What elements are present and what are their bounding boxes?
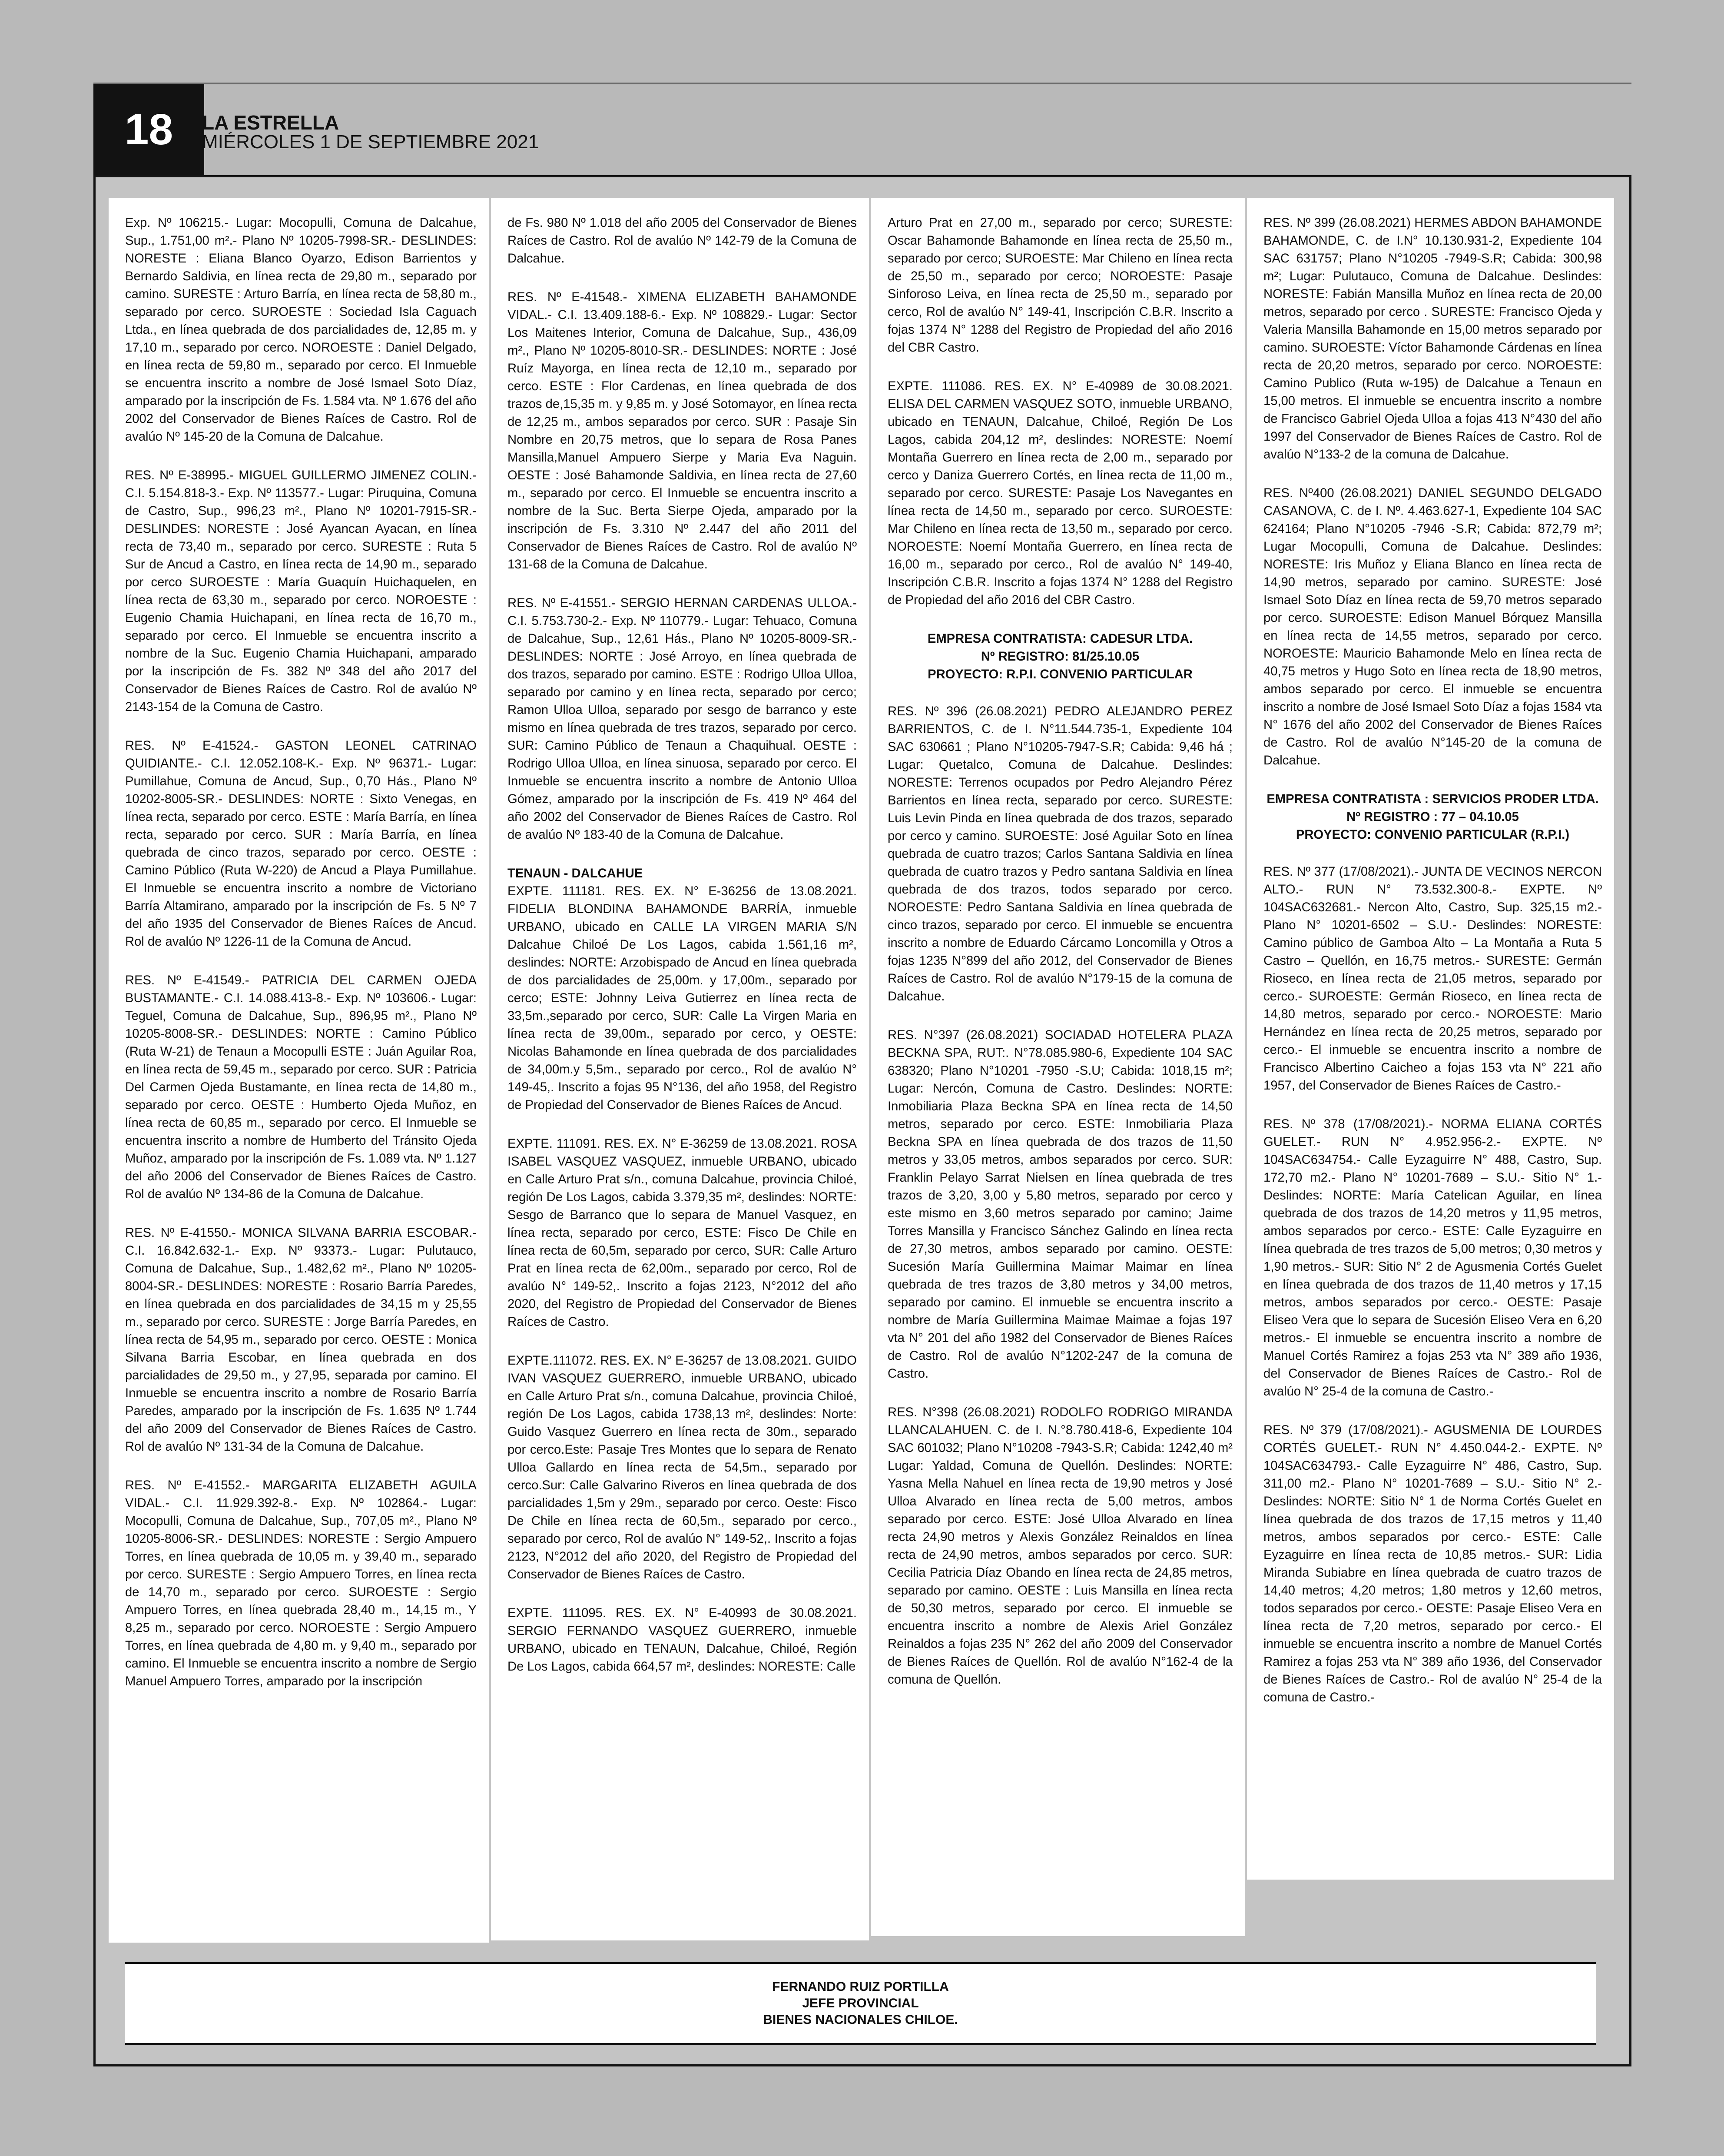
notice-paragraph: RES. Nº E-41550.- MONICA SILVANA BARRIA ESCOBAR.- C.I. 16.842.632-1.- Exp. Nº 93373.- Lugar: Pulutauco, Comuna de Dalcahue, Sup., 1.482,62 m²., Plano Nº 10205-8004-SR.- DESLINDES: NORESTE : Rosario Barría Paredes, en línea quebrada en dos parcialidades de 34,15 m y 25,55 m., separado por cerco. SURESTE : Jorge Barría Paredes, en línea recta de 54,95 m., separado por cerco. OESTE : Monica Silvana Barria Escobar, en línea quebrada en dos parcialidades de 29,50 m., y 27,95, separada por camino. El Inmueble se encuentra inscrito a nombre de Rosario Barría Paredes, amparado por la inscripción de Fs. 1.635 Nº 1.744 del año 2009 del Conservador de Bienes Raíces de Castro. Rol de avalúo Nº 131-34 de la Comuna de Dalcahue. (125, 1226, 477, 1454)
notice-paragraph: RES. Nº E-38995.- MIGUEL GUILLERMO JIMENEZ COLIN.- C.I. 5.154.818-3.- Exp. Nº 113577.- Lugar: Piruquina, Comuna de Castro, Sup., 996,23 m²., Plano Nº 10201-7915-SR.- DESLINDES: NORESTE : José Ayancan Ayacan, en línea recta de 73,40 m., separado por cerco. SURESTE : Ruta 5 Sur de Ancud a Castro, en línea recta de 14,90 m., separado por cerco SUROESTE : María Guaquín Huichaquelen, en línea recta de 63,30 m., separado por cerco. NOROESTE : Eugenio Chamia Huichapani, en línea recta de 16,70 m., separado por cerco. El Inmueble se encuentra inscrito a nombre de la Suc. Eugenio Chamia Huichapani, amparado por la inscripción de Fs. 382 Nº 348 del año 2017 del Conservador de Bienes Raíces de Castro. Rol de avalúo Nº 2143-154 de la Comuna de Castro. (125, 468, 477, 714)
notice-paragraph: Arturo Prat en 27,00 m., separado por cerco; SURESTE: Oscar Bahamonde Bahamonde en línea recta de 25,50 m., separado por cerco; SUROESTE: Mar Chileno en línea recta de 25,50 m., separado por cerco; NOROESTE: Pasaje Sinforoso Leiva, en línea recta de 25,50 m., separado por cerco, Rol de avalúo N° 149-41, Inscripción C.B.R. Inscrito a fojas 1374 N° 1288 del Registro de Propiedad del año 2016 del CBR Castro. (888, 216, 1233, 355)
notice-paragraph: Exp. Nº 106215.- Lugar: Mocopulli, Comuna de Dalcahue, Sup., 1.751,00 m².- Plano Nº 10205-7998-SR.- DESLINDES: NORESTE : Eliana Blanco Oyarzo, Edison Barrientos y Bernardo Saldivia, en línea recta de 29,80 m., separado por camino. SURESTE : Arturo Barría, en línea recta de 58,80 m., separado por cerco. SUROESTE : Sociedad Isla Caguach Ltda., en línea quebrada de dos parcialidades de, 12,85 m. y 17,10 m., separado por cerco. NOROESTE : Daniel Delgado, en línea recta de 59,80 m., separado por cerco. El Inmueble se encuentra inscrito a nombre de José Ismael Soto Díaz, amparado por la inscripción de Fs. 1.584 vta. Nº 1.676 del año 2002 del Conservador de Bienes Raíces de Castro. Rol de avalúo Nº 145-20 de la Comuna de Dalcahue. (125, 216, 477, 444)
notice-paragraph: RES. Nº 379 (17/08/2021).- AGUSMENIA DE LOURDES CORTÉS GUELET.- RUN N° 4.450.044-2.- EXPTE. Nº 104SAC634793.- Calle Eyzaguirre N° 486, Castro, Sup. 311,00 m2.- Plano N° 10201-7689 – S.U.- Sitio N° 2.- Deslindes: NORTE: Sitio N° 1 de Norma Cortés Guelet en línea quebrada de dos trazos de 17,15 metros y 11,40 metros, ambos separados por cerco.- ESTE: Calle Eyzaguirre en línea recta de 10,85 metros.- SUR: Lidia Miranda Subiabre en línea quebrada de cuatro trazos de 14,40 metros; 4,20 metros; 1,80 metros y 12,60 metros, todos separados por cerco.- OESTE: Pasaje Eliseo Vera en línea recta de 7,20 metros, separado por cerco.- El inmueble se encuentra inscrito a nombre de Manuel Cortés Ramirez a fojas 253 vta N° 389 año 1936, del Conservador de Bienes Raíces de Castro.- Rol de avalúo N° 25-4 de la comuna de Castro.- (1263, 1423, 1602, 1704)
top-rule (93, 83, 1631, 84)
text-column-1 (109, 198, 489, 1943)
contractor-header-line: PROYECTO: R.P.I. CONVENIO PARTICULAR (928, 668, 1193, 681)
notice-paragraph: RES. Nº E-41552.- MARGARITA ELIZABETH AGUILA VIDAL.- C.I. 11.929.392-8.- Exp. Nº 102864.- Lugar: Mocopulli, Comuna de Dalcahue, Sup., 707,05 m²., Plano Nº 10205-8006-SR.- DESLINDES: NORESTE : Sergio Ampuero Torres, en línea quebrada de 10,05 m. y 39,40 m., separado por cerco. SURESTE : Sergio Ampuero Torres, en línea recta de 14,70 m., separado por cerco. SUROESTE : Sergio Ampuero Torres, en línea quebrada 28,40 m., 14,15 m., Y 8,25 m., separado por cerco. NOROESTE : Sergio Ampuero Torres, en línea quebrada de 4,80 m. y 9,40 m., separado por camino. El Inmueble se encuentra inscrito a nombre de Sergio Manuel Ampuero Torres, amparado por la inscripción (125, 1478, 477, 1688)
notice-paragraph: RES. Nº E-41548.- XIMENA ELIZABETH BAHAMONDE VIDAL.- C.I. 13.409.188-6.- Exp. Nº 108829.- Lugar: Sector Los Maitenes Interior, Comuna de Dalcahue, Sup., 436,09 m²., Plano Nº 10205-8010-SR.- DESLINDES: NORTE : José Ruíz Mayorga, en línea recta de 12,10 m., separado por cerco. ESTE : Flor Cardenas, en línea quebrada de dos trazos de,15,35 m. y 9,85 m. y José Sotomayor, en línea recta de 12,25 m., ambos separados por cerco. SUR : Pasaje Sin Nombre en 20,75 metros, que lo separa de Rosa Panes Mansilla,Manuel Ampuero Sierpe y Maria Eva Naguin. OESTE : José Bahamonde Saldivia, en línea recta de 27,60 m., separado por cerco. El Inmueble se encuentra inscrito a nombre de la Suc. Berta Sierpe Ojeda, amparado por la inscripción de Fs. 3.310 Nº 2.447 del año 2011 del Conservador de Bienes Raíces de Castro. Rol de avalúo Nº 131-68 de la Comuna de Dalcahue. (507, 290, 857, 571)
notice-paragraph: RES. Nº E-41524.- GASTON LEONEL CATRINAO QUIDIANTE.- C.I. 12.052.108-K.- Exp. Nº 96371.- Lugar: Pumillahue, Comuna de Ancud, Sup., 0,70 Hás., Plano Nº 10202-8005-SR.- DESLINDES: NORTE : Sixto Venegas, en línea recta, separado por cerco. ESTE : María Barría, en línea recta, separado por cerco. SUR : María Barría, en línea quebrada de cinco trazos, separado por cerco. OESTE : Camino Público (Ruta W-220) de Ancud a Playa Pumillahue. El Inmueble se encuentra inscrito a nombre de Victoriano Barría Altamirano, amparado por la inscripción de Fs. 5 Nº 7 del año 1935 del Conservador de Bienes Raíces de Ancud. Rol de avalúo Nº 1226-11 de la Comuna de Ancud. (125, 739, 477, 949)
text-column-4 (1247, 198, 1614, 1880)
contractor-header-line: Nº REGISTRO: 81/25.10.05 (981, 650, 1140, 664)
notice-paragraph: RES. Nº 399 (26.08.2021) HERMES ABDON BAHAMONDE BAHAMONDE, C. de I.N° 10.130.931-2, Expediente 104 SAC 631757; Plano N°10205 -7949-S.R; Cabida: 300,98 m²; Lugar: Pulutauco, Comuna de Dalcahue. Deslindes: NORESTE: Fabián Mansilla Muñoz en línea recta de 20,00 metros, separado por cerco . SURESTE: Francisco Ojeda y Valeria Mansilla Bahamonde en 15,00 metros separado por camino. SUROESTE: Víctor Bahamonde Cárdenas en línea recta de 20,20 metros, separado por cerco. NOROESTE: Camino Publico (Ruta w-195) de Dalcahue a Tenaun en 15,00 metros. El inmueble se encuentra inscrito a nombre de Francisco Gabriel Ojeda Ulloa a fojas 413 N°430 del año 1997 del Conservador de Bienes Raíces de Castro. Rol de avalúo N°133-2 de la comuna de Dalcahue. (1263, 216, 1602, 462)
signer-title: JEFE PROVINCIAL (802, 1996, 919, 2010)
notice-paragraph: EXPTE. 111181. RES. EX. N° E-36256 de 13.08.2021. FIDELIA BLONDINA BAHAMONDE BARRÍA, inmueble URBANO, ubicado en CALLE LA VIRGEN MARIA S/N Dalcahue Chiloé De Los Lagos, cabida 1.561,16 m², deslindes: NORTE: Arzobispado de Ancud en línea quebrada de dos parcialidades de 25,00m. y 17,00m., separado por cerco; ESTE: Johnny Leiva Gutierrez en línea recta de 33,5m.,separado por cerco, SUR: Calle La Virgen Maria en línea recta de 39,00m., separado por cerco, y OESTE: Nicolas Bahamonde en línea quebrada de dos parcialidades de 34,00m.y 5,5m., separado por cerco., Rol de avalúo N° 149-45,. Inscrito a fojas 95 N°136, del año 1958, del Registro de Propiedad del Conservador de Bienes Raíces de Ancud. (507, 884, 857, 1112)
notice-paragraph: RES. Nº 396 (26.08.2021) PEDRO ALEJANDRO PEREZ BARRIENTOS, C. de I. N°11.544.735-1, Expediente 104 SAC 630661 ; Plano N°10205-7947-S.R; Cabida: 9,46 há ; Lugar: Quetalco, Comuna de Dalcahue. Deslindes: NORESTE: Terrenos ocupados por Pedro Alejandro Pérez Barrientos en línea recta, separado por cerco. SURESTE: Luis Levin Pinda en línea quebrada de dos trazos, separado por cerco y camino. SUROESTE: José Aguilar Soto en línea quebrada de cuatro trazos; Carlos Santana Saldivia en línea quebrada de cuatro trazos y Pedro santana Saldivia en línea quebrada de dos trazos, todos separado por cerco. NOROESTE: Pedro Santana Saldivia en línea quebrada de cinco trazos, separado por cerco. El inmueble se encuentra inscrito a nombre de Eduardo Cárcamo Loncomilla y Otros a fojas 1235 N°899 del año 2012, del Conservador de Bienes Raíces de Castro. Rol de avalúo N°179-15 de la comuna de Dalcahue. (888, 704, 1233, 1003)
notice-paragraph: EXPTE. 111091. RES. EX. N° E-36259 de 13.08.2021. ROSA ISABEL VASQUEZ VASQUEZ, inmueble URBANO, ubicado en Calle Arturo Prat s/n., comuna Dalcahue, provincia Chiloé, región De Los Lagos, cabida 3.379,35 m², deslindes: NORTE: Sesgo de Barranco que lo separa de Manuel Vasquez, en línea recta, separado por cerco, ESTE: Fisco De Chile en línea recta de 60,5m, separado por cerco, SUR: Calle Arturo Prat en línea recta de 62,00m., separado por cerco, Rol de avalúo N° 149-52,. Inscrito a fojas 2123, N°2012 del año 2020, del Registro de Propiedad del Conservador de Bienes Raíces de Castro. (507, 1137, 857, 1329)
text-column-3 (871, 198, 1245, 1936)
text-column-2 (491, 198, 869, 1940)
page-number: 18 (93, 84, 204, 175)
notice-paragraph: EXPTE.111072. RES. EX. N° E-36257 de 13.08.2021. GUIDO IVAN VASQUEZ GUERRERO, inmueble URBANO, ubicado en Calle Arturo Prat s/n., comuna Dalcahue, provincia Chiloé, región De Los Lagos, cabida 1738,13 m², deslindes: Norte: Guido Vasquez Guerrero en línea recta de 30m., separado por cerco.Este: Pasaje Tres Montes que lo separa de Renato Ulloa Gallardo en línea recta de 54,5m., separado por cerco.Sur: Calle Galvarino Riveros en línea quebrada de dos parcialidades 1,5m y 29m., separado por cerco. Oeste: Fisco De Chile en línea recta de 60,5m., separado por cerco., separado por cerco, Rol de avalúo N° 149-52,. Inscrito a fojas 2123, N°2012 del año 2020, del Registro de Propiedad del Conservador de Bienes Raíces de Castro. (507, 1354, 857, 1581)
signer-office: BIENES NACIONALES CHILOE. (763, 2013, 958, 2027)
notice-paragraph: de Fs. 980 Nº 1.018 del año 2005 del Conservador de Bienes Raíces de Castro. Rol de avalúo Nº 142-79 de la Comuna de Dalcahue. (507, 216, 857, 266)
newspaper-name: LA ESTRELLA (202, 111, 339, 134)
contractor-header-line: Nº REGISTRO : 77 – 04.10.05 (1346, 810, 1519, 824)
notice-paragraph: RES. Nº 378 (17/08/2021).- NORMA ELIANA CORTÉS GUELET.- RUN N° 4.952.956-2.- EXPTE. Nº 104SAC634754.- Calle Eyzaguirre N° 488, Castro, Sup. 172,70 m2.- Plano N° 10201-7689 – S.U.- Sitio N° 1.- Deslindes: NORTE: María Catelican Aguilar, en línea quebrada de dos trazos de 14,20 metros y 11,95 metros, ambos separados por cerco.- ESTE: Calle Eyzaguirre en línea quebrada de tres trazos de 5,00 metros; 0,30 metros y 1,90 metros.- SUR: Sitio N° 2 de Agusmenia Cortés Guelet en línea quebrada de dos trazos de 11,40 metros y 17,15 metros, ambos separados por cerco.- OESTE: Pasaje Eliseo Vera que lo separa de Sucesión Eliseo Vera en 6,20 metros.- El inmueble se encuentra inscrito a nombre de Manuel Cortés Ramirez a fojas 253 vta N° 389 año 1936, del Conservador de Bienes Raíces de Castro.- Rol de avalúo N° 25-4 de la comuna de Castro.- (1263, 1117, 1602, 1399)
issue-date: MIÉRCOLES 1 DE SEPTIEMBRE 2021 (202, 131, 539, 153)
contractor-header-line: EMPRESA CONTRATISTA : SERVICIOS PRODER LTDA. (1266, 792, 1599, 806)
notice-paragraph: RES. Nº400 (26.08.2021) DANIEL SEGUNDO DELGADO CASANOVA, C. de I. Nº. 4.463.627-1, Expediente 104 SAC 624164; Plano N°10205 -7946 -S.R; Cabida: 872,79 m²; Lugar Mocopulli, Comuna de Dalcahue. Deslindes: NORESTE: Iris Muñoz y Eliana Blanco en línea recta de 14,90 metros, separado por camino. SURESTE: José Ismael Soto Díaz en línea recta de 59,70 metros separado por cerco. SUROESTE: Edison Manuel Bórquez Mansilla en línea recta de 14,55 metros, separado por cerco. NOROESTE: Mauricio Bahamonde Melo en línea recta de 40,75 metros y Hugo Soto en línea recta de 18,90 metros, ambos separado por cerco. El inmueble se encuentra inscrito a nombre de José Ismael Soto Díaz a fojas 1584 vta N° 1676 del año 2002 del Conservador de Bienes Raíces de Castro. Rol de avalúo N°145-20 de la comuna de Dalcahue. (1263, 486, 1602, 767)
contractor-header-line: PROYECTO: CONVENIO PARTICULAR (R.P.I.) (1296, 828, 1570, 842)
notice-paragraph: RES. N°397 (26.08.2021) SOCIADAD HOTELERA PLAZA BECKNA SPA, RUT:. N°78.085.980-6, Expediente 104 SAC 638320; Plano N°10201 -7950 -S.U; Cabida: 1018,15 m²; Lugar: Nercón, Comuna de Castro. Deslindes: NORTE: Inmobiliaria Plaza Beckna SPA en línea recta de 14,50 metros, separado por cerco. ESTE: Inmobiliaria Plaza Beckna SPA en línea quebrada de dos trazos de 11,50 metros y 33,05 metros, ambos separados por cerco. SUR: Franklin Pelayo Sarrat Nielsen en línea quebrada de tres trazos de 3,20, 3,00 y 5,80 metros, separado por cerco y este mismo en 3,60 metros separado por camino; Jaime Torres Mansilla y Francisco Sánchez Galindo en línea recta de 27,30 metros, ambos separado por camino. OESTE: Sucesión María Guillermina Maimar Maimar en línea quebrada de tres trazos de 3,80 metros y 34,00 metros, separado por camino. El inmueble se encuentra inscrito a nombre de María Guillermina Maimae Maimae a fojas 197 vta N° 201 del año 1982 del Conservador de Bienes Raíces de Castro. Rol de avalúo N°1202-247 de la comuna de Castro. (888, 1028, 1233, 1381)
notice-paragraph: RES. Nº 377 (17/08/2021).- JUNTA DE VECINOS NERCON ALTO.- RUN N° 73.532.300-8.- EXPTE. Nº 104SAC632681.- Nercon Alto, Castro, Sup. 325,15 m2.- Plano N° 10201-6502 – S.U.- Deslindes: NORESTE: Camino público de Gamboa Alto – La Montaña a Ruta 5 Castro – Quellón, en 16,75 metros.- SURESTE: Germán Rioseco, en línea recta de 21,05 metros, separado por cerco.- SUROESTE: Germán Rioseco, en línea recta de 14,80 metros, separado por cerco.- NOROESTE: Mario Hernández en línea recta de 20,25 metros, separado por cerco.- El inmueble se encuentra inscrito a nombre de Francisco Albertino Caicheo a fojas 153 vta N° 221 año 1957, del Conservador de Bienes Raíces de Castro.- (1263, 865, 1602, 1093)
signature-block (125, 1962, 1596, 2045)
notice-paragraph: EXPTE. 111095. RES. EX. N° E-40993 de 30.08.2021. SERGIO FERNANDO VASQUEZ GUERRERO, inmueble URBANO, ubicado en TENAUN, Dalcahue, Chiloé, Región De Los Lagos, cabida 664,57 m², deslindes: NORESTE: Calle (507, 1606, 857, 1674)
signer-name: FERNANDO RUIZ PORTILLA (772, 1980, 949, 1994)
contractor-header-line: EMPRESA CONTRATISTA: CADESUR LTDA. (927, 632, 1193, 646)
notice-paragraph: RES. Nº E-41551.- SERGIO HERNAN CARDENAS ULLOA.- C.I. 5.753.730-2.- Exp. Nº 110779.- Lugar: Tehuaco, Comuna de Dalcahue, Sup., 12,61 Hás., Plano Nº 10205-8009-SR.- DESLINDES: NORTE : José Arroyo, en línea quebrada de dos trazos, separado por camino. ESTE : Rodrigo Ulloa Ulloa, separado por camino y en línea recta, separado por cerco; Ramon Ulloa Ulloa, separado por sesgo de barranco y este mismo en línea quebrada de tres trazos, separado por cerco. SUR: Camino Público de Tenaun a Chaquihual. OESTE : Rodrigo Ulloa Ulloa, en línea sinuosa, separado por cerco. El Inmueble se encuentra inscrito a nombre de Antonio Ulloa Gómez, amparado por la inscripción de Fs. 419 Nº 464 del año 2002 del Conservador de Bienes Raíces de Castro. Rol de avalúo Nº 183-40 de la Comuna de Dalcahue. (507, 596, 857, 842)
notice-paragraph: EXPTE. 111086. RES. EX. N° E-40989 de 30.08.2021. ELISA DEL CARMEN VASQUEZ SOTO, inmueble URBANO, ubicado en TENAUN, Dalcahue, Chiloé, Región De Los Lagos, cabida 204,12 m², deslindes: NORESTE: Noemí Montaña Guerrero en línea recta de 2,00 m., separado por cerco y Daniza Guerrero Cortés, en línea recta de 11,00 m., separado por cerco. SURESTE: Pasaje Los Navegantes en línea recta de 14,50 m., separado por cerco. SUROESTE: Mar Chileno en línea recta de 13,50 m., separado por cerco. NOROESTE: Noemí Montaña Guerrero, en línea recta de 16,00 m., separado por cerco., Rol de avalúo N° 149-40, Inscripción C.B.R. Inscrito a fojas 1374 N° 1288 del Registro de Propiedad del año 2016 del CBR Castro. (888, 379, 1233, 607)
contractor-header (888, 630, 1233, 684)
notice-paragraph: RES. N°398 (26.08.2021) RODOLFO RODRIGO MIRANDA LLANCALAHUEN. C. de I. N.°8.780.418-6, Expediente 104 SAC 601032; Plano N°10208 -7943-S.R; Cabida: 1242,40 m² Lugar: Yaldad, Comuna de Quellón. Deslindes: NORTE: Yasna Mella Nahuel en línea recta de 19,90 metros y José Ulloa Alvarado en línea recta de 5,00 metros, ambos separado por cerco. ESTE: José Ulloa Alvarado en línea recta 24,90 metros y Alexis González Reinaldos en línea recta de 24,90 metros, ambos separados por cerco. SUR: Cecilia Patricia Díaz Obando en línea recta de 24,85 metros, separado por camino. OESTE : Luis Mansilla en línea recta de 50,30 metros, separado por cerco. El inmueble se encuentra inscrito a nombre de Alexis Ariel González Reinaldos a fojas 235 N° 262 del año 2009 del Conservador de Bienes Raíces de Quellón. Rol de avalúo N°162-4 de la comuna de Quellón. (888, 1405, 1233, 1687)
notice-paragraph: RES. Nº E-41549.- PATRICIA DEL CARMEN OJEDA BUSTAMANTE.- C.I. 14.088.413-8.- Exp. Nº 103606.- Lugar: Teguel, Comuna de Dalcahue, Sup., 896,95 m²., Plano Nº 10205-8008-SR.- DESLINDES: NORTE : Camino Público (Ruta W-21) de Tenaun a Mocopulli ESTE : Juán Aguilar Roa, en línea recta de 59,45 m., separado por cerco. SUR : Patricia Del Carmen Ojeda Bustamante, en línea recta de 14,80 m., separado por cerco. OESTE : Humberto Ojeda Muñoz, en línea recta de 60,85 m., separado por cerco. El Inmueble se encuentra inscrito a nombre de Humberto del Tránsito Ojeda Muñoz, amparado por la inscripción de Fs. 1.089 vta. Nº 1.127 del año 2006 del Conservador de Bienes Raíces de Castro. Rol de avalúo Nº 134-86 de la Comuna de Dalcahue. (125, 973, 477, 1201)
contractor-header (1263, 791, 1602, 844)
section-heading: TENAUN - DALCAHUE (507, 867, 643, 880)
